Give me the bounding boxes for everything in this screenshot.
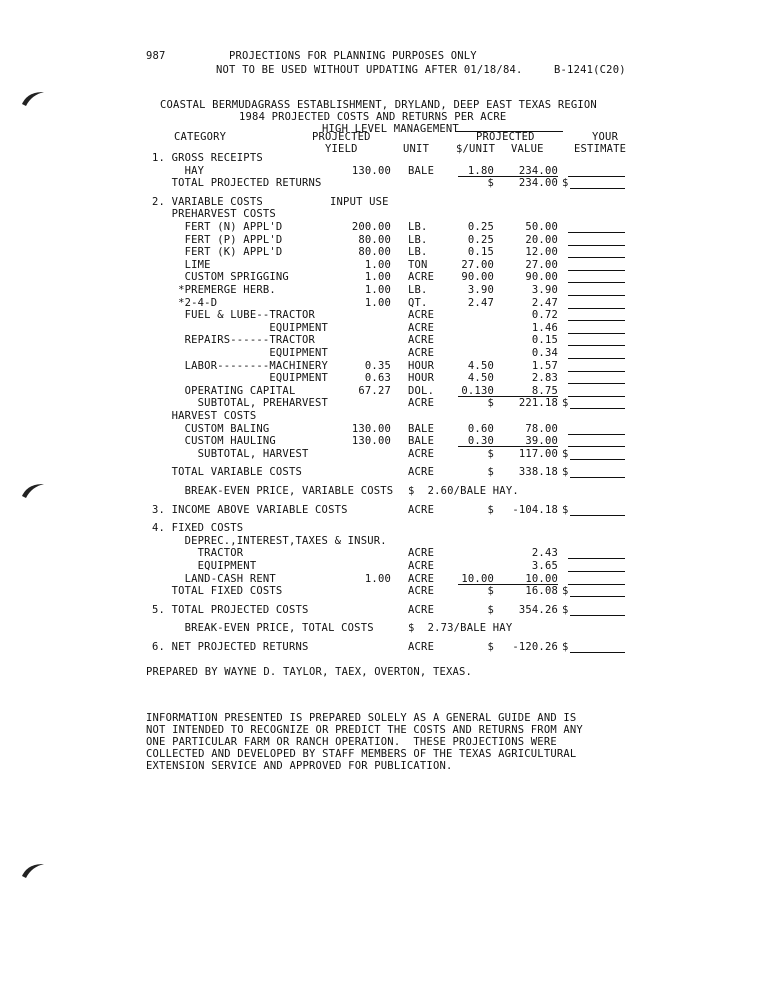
row-yield: 1.00 (364, 296, 391, 309)
row-category: OPERATING CAPITAL (152, 384, 296, 397)
row-unit: DOL. (408, 384, 435, 397)
row-value: 221.18 (518, 397, 558, 410)
row-yield: 130.00 (351, 435, 391, 448)
row-category: HAY (152, 164, 205, 177)
scan-mark-bottom (20, 860, 48, 880)
row-dollar: $ (487, 503, 494, 516)
row-value: 2.83 (531, 372, 558, 385)
row-category: LABOR--------MACHINERY (152, 359, 329, 372)
row-per-unit: 0.60 (467, 422, 494, 435)
row-category: REPAIRS------TRACTOR (152, 334, 316, 347)
row-category: TOTAL FIXED COSTS (152, 585, 283, 598)
row-unit: BALE (408, 164, 435, 177)
row-per-unit: 0.30 (467, 435, 494, 448)
row-category: FUEL & LUBE--TRACTOR (152, 309, 316, 322)
row-category: CUSTOM HAULING (152, 435, 276, 448)
row-category: FERT (N) APPL'D (152, 221, 283, 233)
your-estimate-field[interactable] (570, 515, 625, 516)
row-unit: LB. (408, 233, 428, 246)
row-per-unit: 2.47 (467, 296, 494, 309)
scan-mark-top (20, 88, 48, 108)
row-estimate-dollar: $ (562, 503, 569, 516)
disclaimer-line-1: INFORMATION PRESENTED IS PREPARED SOLELY AS A GENERAL GUIDE AND IS (146, 712, 577, 724)
row-unit: ACRE (408, 271, 435, 284)
row-value: 78.00 (525, 422, 558, 435)
your-estimate-field[interactable] (568, 383, 625, 384)
row-unit: $ 2.60/BALE HAY. (408, 485, 519, 497)
row-estimate-dollar: $ (562, 603, 569, 616)
col-projected-group: PROJECTED (476, 131, 535, 143)
row-category: 2. VARIABLE COSTS (152, 195, 263, 208)
page-number: 987 (146, 50, 166, 62)
row-value: 20.00 (525, 233, 558, 246)
row-per-unit: 4.50 (467, 372, 494, 385)
row-value: 234.00 (518, 177, 558, 190)
your-estimate-field[interactable] (568, 371, 625, 372)
row-estimate-dollar: $ (562, 397, 569, 410)
your-estimate-field[interactable] (568, 270, 625, 271)
row-unit: ACRE (408, 309, 435, 322)
row-per-unit: 0.25 (467, 221, 494, 233)
row-value: -120.26 (512, 641, 558, 653)
col-your: YOUR (592, 131, 619, 143)
row-category: EQUIPMENT (152, 560, 257, 572)
col-unit: UNIT (403, 143, 430, 155)
row-unit: TON (408, 258, 428, 271)
row-estimate-dollar: $ (562, 177, 569, 190)
row-category: TOTAL VARIABLE COSTS (152, 466, 302, 479)
row-category: FERT (P) APPL'D (152, 233, 283, 246)
row-value: 50.00 (525, 221, 558, 233)
row-value: 0.72 (531, 309, 558, 322)
your-estimate-field[interactable] (568, 282, 625, 283)
col-estimate: ESTIMATE (574, 143, 627, 155)
col-yield: YIELD (325, 143, 358, 155)
row-per-unit: 3.90 (467, 284, 494, 296)
row-unit: LB. (408, 284, 428, 296)
row-category: 6. NET PROJECTED RETURNS (152, 641, 309, 653)
your-estimate-field[interactable] (570, 596, 625, 597)
row-category: DEPREC.,INTEREST,TAXES & INSUR. (152, 534, 387, 547)
row-category: BREAK-EVEN PRICE, VARIABLE COSTS (152, 485, 394, 497)
row-unit: ACRE (408, 321, 435, 334)
doc-code: B-1241(C20) (554, 64, 626, 76)
row-dollar: $ (487, 397, 494, 410)
row-unit: ACRE (408, 397, 435, 410)
row-unit: ACRE (408, 560, 435, 572)
row-per-unit: 0.130 (461, 384, 494, 397)
row-unit: HOUR (408, 372, 435, 385)
row-estimate-dollar: $ (562, 447, 569, 460)
row-unit: ACRE (408, 547, 435, 560)
row-yield: 67.27 (358, 384, 391, 397)
row-unit: ACRE (408, 334, 435, 347)
input-use-label: INPUT USE (330, 195, 389, 208)
row-category: EQUIPMENT (152, 347, 329, 359)
row-dollar: $ (487, 585, 494, 598)
row-yield: 1.00 (364, 284, 391, 296)
title-line-3: HIGH LEVEL MANAGEMENT (322, 123, 459, 135)
row-per-unit: 0.15 (467, 246, 494, 259)
row-yield: 1.00 (364, 572, 391, 585)
row-value: 117.00 (518, 447, 558, 460)
row-category: CUSTOM BALING (152, 422, 270, 435)
row-category: TRACTOR (152, 547, 244, 560)
row-value: 354.26 (518, 603, 558, 616)
row-estimate-dollar: $ (562, 466, 569, 479)
row-yield: 80.00 (358, 233, 391, 246)
row-category: 1. GROSS RECEIPTS (152, 152, 263, 164)
row-per-unit: 27.00 (461, 258, 494, 271)
col-category: CATEGORY (174, 131, 227, 143)
your-estimate-field[interactable] (568, 434, 625, 435)
row-per-unit: 0.25 (467, 233, 494, 246)
row-estimate-dollar: $ (562, 585, 569, 598)
row-category: *2-4-D (152, 296, 218, 309)
your-estimate-field[interactable] (568, 333, 625, 334)
your-estimate-field[interactable] (568, 558, 625, 559)
row-category: CUSTOM SPRIGGING (152, 271, 289, 284)
row-category: BREAK-EVEN PRICE, TOTAL COSTS (152, 622, 374, 635)
row-dollar: $ (487, 641, 494, 653)
header-line-1: PROJECTIONS FOR PLANNING PURPOSES ONLY (229, 50, 477, 62)
row-value: 90.00 (525, 271, 558, 284)
row-value: 234.00 (518, 164, 558, 177)
prepared-by: PREPARED BY WAYNE D. TAYLOR, TAEX, OVERTON, TEXAS. (146, 666, 473, 678)
row-unit: ACRE (408, 503, 435, 516)
your-estimate-field[interactable] (568, 257, 625, 258)
your-estimate-field[interactable] (568, 308, 625, 309)
row-value: -104.18 (512, 503, 558, 516)
row-dollar: $ (487, 177, 494, 190)
row-estimate-dollar: $ (562, 641, 569, 653)
row-unit: ACRE (408, 603, 435, 616)
title-line-2: 1984 PROJECTED COSTS AND RETURNS PER ACRE (239, 111, 507, 123)
row-category: 5. TOTAL PROJECTED COSTS (152, 603, 309, 616)
your-estimate-field[interactable] (568, 584, 625, 585)
disclaimer-line-4: COLLECTED AND DEVELOPED BY STAFF MEMBERS OF THE TEXAS AGRICULTURAL (146, 748, 577, 760)
col-per-unit: $/UNIT (456, 143, 496, 155)
row-category: LIME (152, 258, 211, 271)
row-unit: ACRE (408, 466, 435, 479)
row-unit: BALE (408, 435, 435, 448)
row-yield: 130.00 (351, 164, 391, 177)
projected-rule (455, 131, 563, 132)
your-estimate-field[interactable] (568, 320, 625, 321)
row-category: PREHARVEST COSTS (152, 208, 276, 221)
row-unit: $ 2.73/BALE HAY (408, 622, 513, 635)
row-per-unit: 4.50 (467, 359, 494, 372)
row-category: EQUIPMENT (152, 321, 329, 334)
your-estimate-field[interactable] (568, 571, 625, 572)
disclaimer-line-2: NOT INTENDED TO RECOGNIZE OR PREDICT THE COSTS AND RETURNS FROM ANY (146, 724, 583, 736)
your-estimate-field[interactable] (568, 245, 625, 246)
row-per-unit: 1.80 (467, 164, 494, 177)
disclaimer-line-5: EXTENSION SERVICE AND APPROVED FOR PUBLICATION. (146, 760, 453, 772)
row-per-unit: 90.00 (461, 271, 494, 284)
row-yield: 0.63 (364, 372, 391, 385)
your-estimate-field[interactable] (568, 358, 625, 359)
row-unit: ACRE (408, 447, 435, 460)
header-line-2: NOT TO BE USED WITHOUT UPDATING AFTER 01/18/84. (216, 64, 523, 76)
row-category: 4. FIXED COSTS (152, 522, 244, 535)
scan-mark-middle (20, 480, 48, 500)
your-estimate-field[interactable] (568, 176, 625, 177)
row-dollar: $ (487, 466, 494, 479)
row-category: *PREMERGE HERB. (152, 284, 276, 296)
row-value: 2.47 (531, 296, 558, 309)
row-unit: ACRE (408, 347, 435, 359)
row-category: LAND-CASH RENT (152, 572, 276, 585)
row-value: 3.65 (531, 560, 558, 572)
row-yield: 1.00 (364, 258, 391, 271)
your-estimate-field[interactable] (570, 477, 625, 478)
row-value: 3.90 (531, 284, 558, 296)
your-estimate-field[interactable] (570, 188, 625, 189)
row-yield: 130.00 (351, 422, 391, 435)
row-category: EQUIPMENT (152, 372, 329, 385)
row-unit: ACRE (408, 641, 435, 653)
row-yield: 80.00 (358, 246, 391, 259)
row-unit: BALE (408, 422, 435, 435)
col-projected-top: PROJECTED (312, 131, 371, 143)
row-value: 1.46 (531, 321, 558, 334)
row-category: TOTAL PROJECTED RETURNS (152, 177, 322, 190)
row-value: 0.15 (531, 334, 558, 347)
your-estimate-field[interactable] (568, 232, 625, 233)
row-category: 3. INCOME ABOVE VARIABLE COSTS (152, 503, 348, 516)
row-category: SUBTOTAL, PREHARVEST (152, 397, 329, 410)
title-line-1: COASTAL BERMUDAGRASS ESTABLISHMENT, DRYLAND, DEEP EAST TEXAS REGION (160, 99, 597, 111)
row-value: 8.75 (531, 384, 558, 397)
row-yield: 0.35 (364, 359, 391, 372)
row-category: FERT (K) APPL'D (152, 246, 283, 259)
row-unit: ACRE (408, 572, 435, 585)
row-value: 0.34 (531, 347, 558, 359)
your-estimate-field[interactable] (570, 615, 625, 616)
your-estimate-field[interactable] (568, 396, 625, 397)
row-per-unit: 10.00 (461, 572, 494, 585)
row-value: 27.00 (525, 258, 558, 271)
row-category: HARVEST COSTS (152, 410, 257, 422)
your-estimate-field[interactable] (570, 408, 625, 409)
row-category: SUBTOTAL, HARVEST (152, 447, 309, 460)
row-yield: 1.00 (364, 271, 391, 284)
row-value: 16.08 (525, 585, 558, 598)
col-value: VALUE (511, 143, 544, 155)
row-value: 338.18 (518, 466, 558, 479)
row-unit: LB. (408, 246, 428, 259)
your-estimate-field[interactable] (568, 345, 625, 346)
row-dollar: $ (487, 603, 494, 616)
row-value: 2.43 (531, 547, 558, 560)
row-value: 10.00 (525, 572, 558, 585)
your-estimate-field[interactable] (568, 295, 625, 296)
row-dollar: $ (487, 447, 494, 460)
disclaimer-line-3: ONE PARTICULAR FARM OR RANCH OPERATION. THESE PROJECTIONS WERE (146, 736, 557, 748)
row-unit: QT. (408, 296, 428, 309)
your-estimate-field[interactable] (570, 459, 625, 460)
row-value: 39.00 (525, 435, 558, 448)
row-value: 1.57 (531, 359, 558, 372)
your-estimate-field[interactable] (568, 446, 625, 447)
row-unit: LB. (408, 221, 428, 233)
row-yield: 200.00 (351, 221, 391, 233)
your-estimate-field[interactable] (570, 652, 625, 653)
row-unit: HOUR (408, 359, 435, 372)
row-value: 12.00 (525, 246, 558, 259)
row-unit: ACRE (408, 585, 435, 598)
